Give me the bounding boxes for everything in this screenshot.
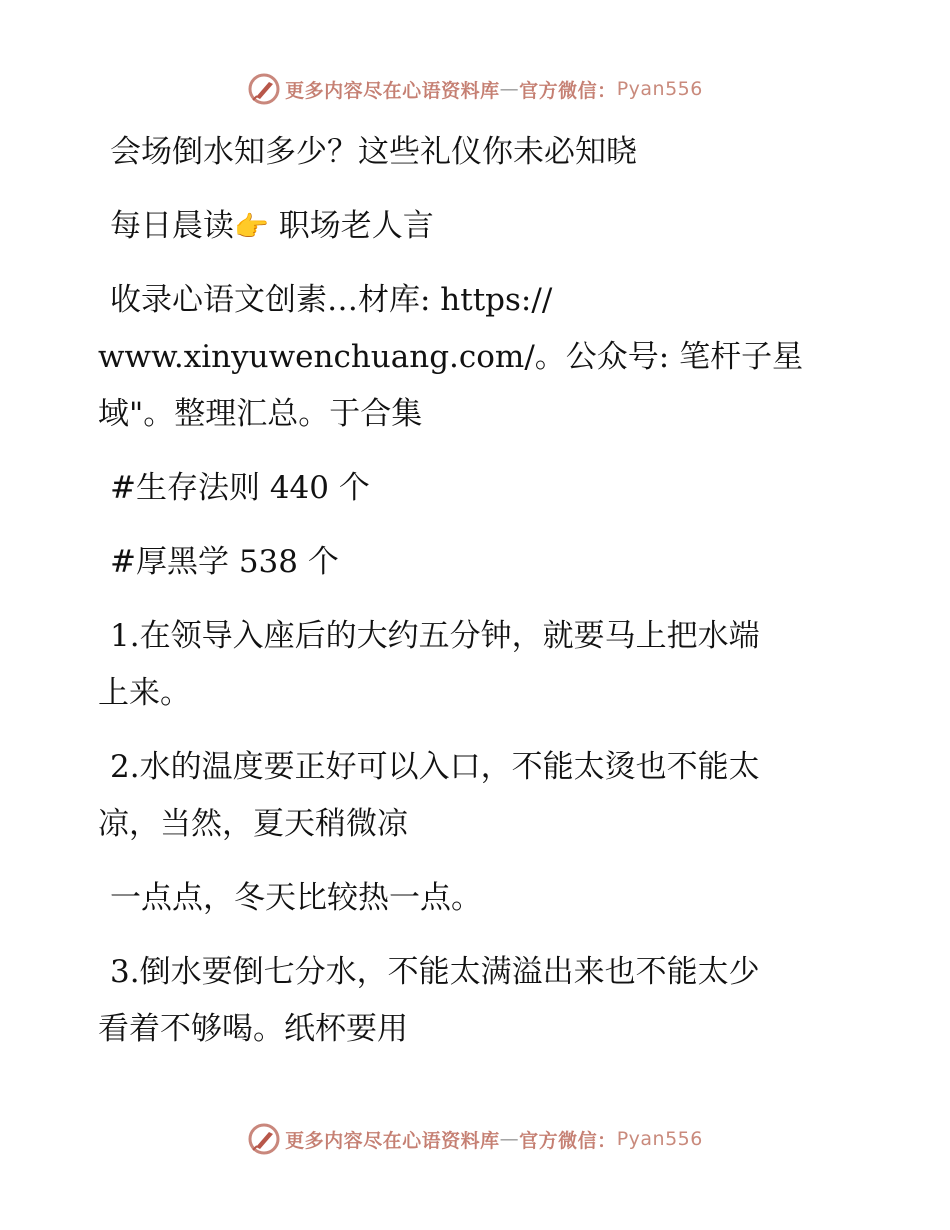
pointing-hand-icon: 👉 bbox=[234, 210, 269, 243]
source-paragraph bbox=[98, 272, 838, 443]
watermark-official-label: 官方微信： bbox=[519, 1129, 617, 1152]
watermark-main-text: 更多内容尽在心语资料库 bbox=[285, 1129, 500, 1152]
source-line-3: 域"。整理汇总。于合集 bbox=[98, 396, 423, 432]
source-line-2: www.xinyuwenchuang.com/。公众号: 笔杆子星 bbox=[98, 339, 804, 375]
watermark-separator: — bbox=[499, 78, 520, 100]
document-title-block bbox=[98, 124, 838, 181]
tag-block-2 bbox=[98, 534, 838, 591]
source-line-1: 收录心语文创素…材库: https:// bbox=[110, 282, 553, 318]
watermark-official-label: 官方微信： bbox=[519, 79, 617, 102]
tag-block-1 bbox=[98, 460, 838, 517]
series-line-block bbox=[98, 198, 838, 255]
list-item-2-continued bbox=[98, 870, 838, 927]
item-1-line-2: 上来。 bbox=[98, 675, 191, 711]
quill-logo-icon bbox=[247, 72, 281, 106]
item-2-line-1: 2.水的温度要正好可以入口，不能太烫也不能太 bbox=[110, 749, 760, 785]
watermark-wechat-id: Pyan556 bbox=[616, 78, 703, 100]
series-suffix: 职场老人言 bbox=[268, 208, 434, 244]
list-item-3 bbox=[98, 944, 838, 1058]
series-line bbox=[110, 198, 838, 255]
tag-thick-black: #厚黑学 538 个 bbox=[110, 544, 339, 580]
list-item-1 bbox=[98, 608, 838, 722]
watermark-main-text: 更多内容尽在心语资料库 bbox=[285, 79, 500, 102]
quill-logo-icon bbox=[247, 1122, 281, 1156]
footer-watermark bbox=[0, 1122, 950, 1156]
document-body bbox=[98, 124, 838, 1075]
item-2-line-2: 凉，当然，夏天稍微凉 bbox=[98, 806, 408, 842]
list-item-2 bbox=[98, 739, 838, 853]
item-2-line-3: 一点点，冬天比较热一点。 bbox=[110, 880, 482, 916]
watermark-separator: — bbox=[499, 1128, 520, 1150]
header-watermark bbox=[0, 72, 950, 106]
item-3-line-2: 看着不够喝。纸杯要用 bbox=[98, 1011, 408, 1047]
item-1-line-1: 1.在领导入座后的大约五分钟，就要马上把水端 bbox=[110, 618, 760, 654]
watermark-wechat-id: Pyan556 bbox=[616, 1128, 703, 1150]
item-3-line-1: 3.倒水要倒七分水，不能太满溢出来也不能太少 bbox=[110, 954, 760, 990]
tag-survival-rules: #生存法则 440 个 bbox=[110, 470, 370, 506]
document-title: 会场倒水知多少？这些礼仪你未必知晓 bbox=[110, 134, 637, 170]
series-prefix: 每日晨读 bbox=[110, 208, 234, 244]
